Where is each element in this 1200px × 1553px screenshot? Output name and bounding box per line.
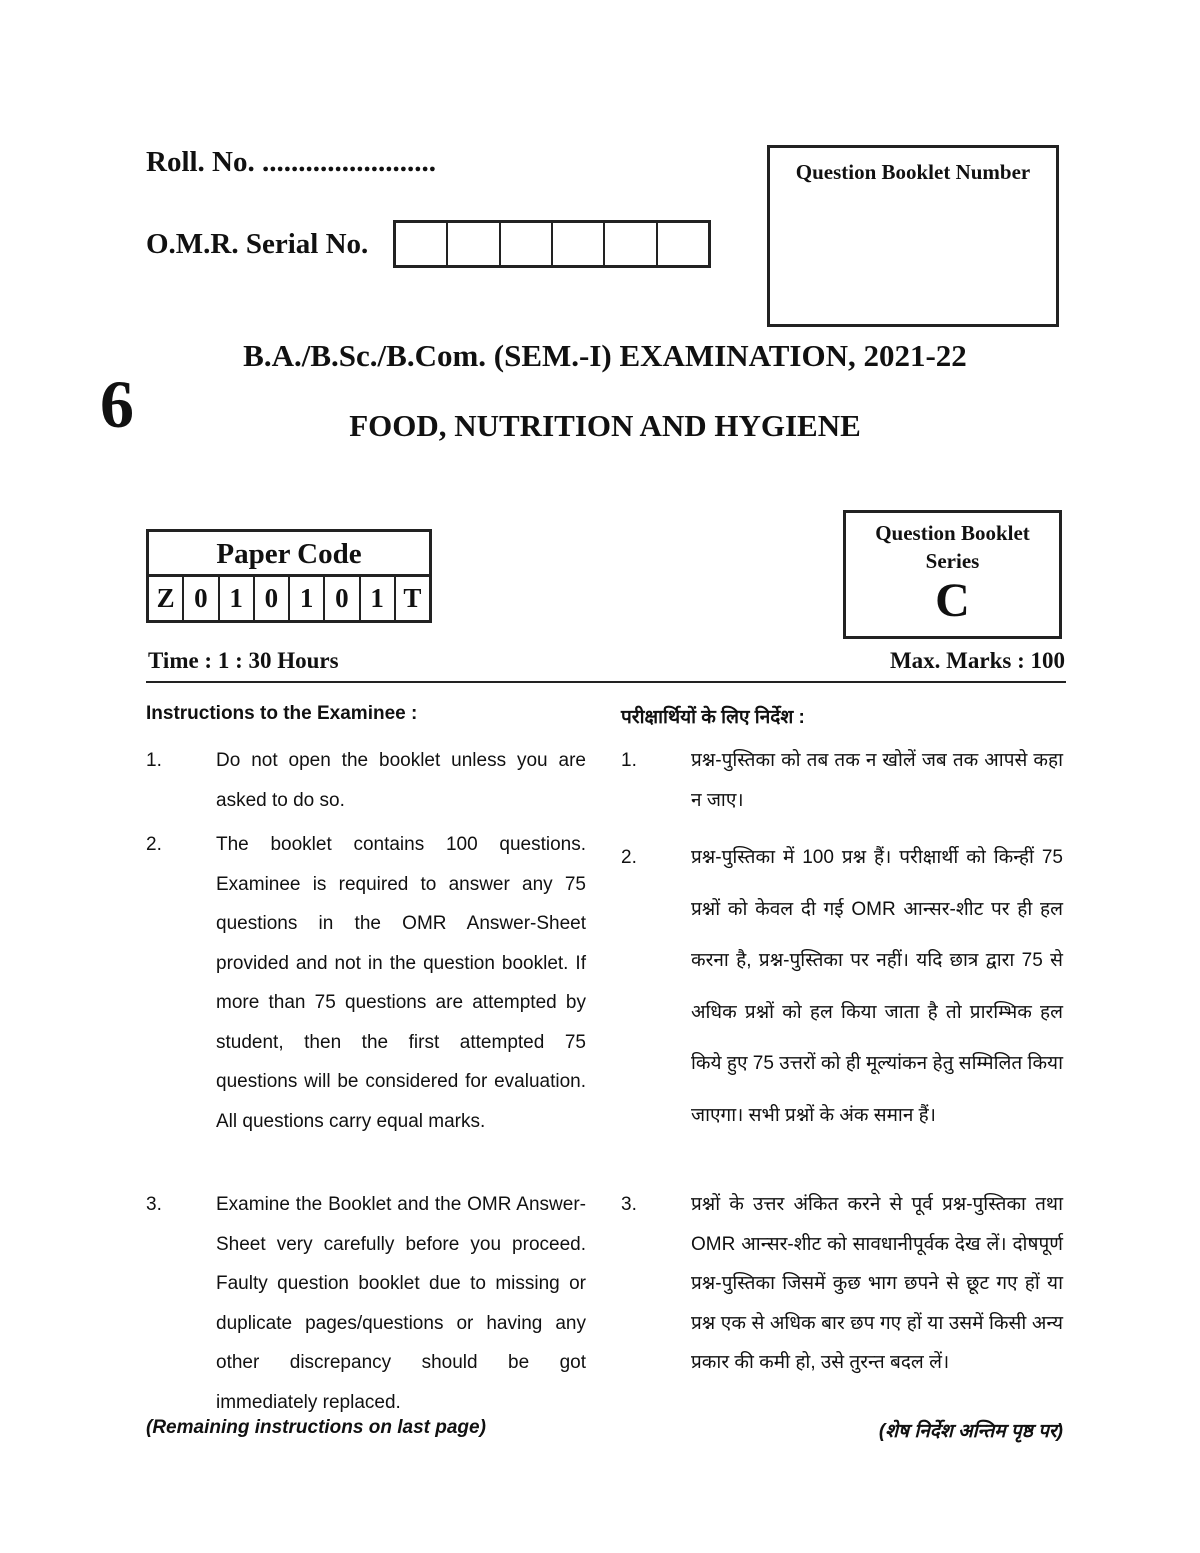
omr-serial-label: O.M.R. Serial No.	[146, 228, 369, 260]
omr-serial-box	[658, 223, 708, 265]
booklet-series-label: Question Booklet Series	[875, 521, 1030, 573]
instructions-heading-hi: परीक्षार्थियों के लिए निर्देश :	[621, 707, 805, 728]
booklet-series-box	[843, 510, 1062, 639]
paper-code-char: 1	[290, 577, 325, 620]
omr-serial-box	[448, 223, 500, 265]
instruction-item-en	[146, 741, 586, 821]
set-number: 6	[100, 366, 134, 442]
subject-title: FOOD, NUTRITION AND HYGIENE	[349, 408, 861, 443]
max-marks: Max. Marks : 100	[889, 648, 1065, 673]
instruction-text: प्रश्न-पुस्तिका को तब तक न खोलें जब तक आपसे कहा न जाए।	[691, 750, 1063, 811]
divider	[146, 681, 1066, 683]
remaining-instructions-note-hi: (शेष निर्देश अन्तिम पृष्ठ पर)	[878, 1421, 1063, 1442]
instruction-item-hi	[621, 1185, 1063, 1425]
instruction-text: Do not open the booklet unless you are asked to do so.	[216, 750, 586, 811]
instruction-number: 2.	[146, 834, 162, 855]
paper-code-label: Paper Code	[216, 538, 362, 570]
instructions-heading-en: Instructions to the Examinee :	[146, 703, 418, 724]
paper-code-char: 1	[361, 577, 396, 620]
booklet-number-box	[767, 145, 1059, 327]
omr-serial-box	[605, 223, 657, 265]
omr-serial-box	[501, 223, 553, 265]
time-allowed: Time : 1 : 30 Hours	[148, 648, 339, 673]
paper-code-char: T	[403, 583, 422, 613]
instruction-text: Examine the Booklet and the OMR Answer-Sheet very carefully before you proceed. Faulty question booklet due to missing or duplicate pages/questions or having any other discrepancy should be got immediately replaced.	[216, 1194, 586, 1413]
instruction-number: 3.	[621, 1194, 637, 1215]
paper-code-char: 0	[184, 577, 219, 620]
paper-code-char: 0	[255, 577, 290, 620]
paper-code-box	[146, 529, 432, 623]
instruction-number: 3.	[146, 1194, 162, 1215]
remaining-instructions-note-en: (Remaining instructions on last page)	[146, 1417, 486, 1438]
instruction-item-hi	[621, 832, 1063, 1162]
instruction-text: प्रश्न-पुस्तिका में 100 प्रश्न हैं। परीक्षार्थी को किन्हीं 75 प्रश्नों को केवल दी गई OMR आन्सर-शीट पर ही हल करना है, प्रश्न-पुस्तिका पर नहीं। यदि छात्र द्वारा 75 से अधिक प्रश्नों को हल किया जाता है तो प्रारम्भिक हल किये हुए 75 उत्तरों को ही मूल्यांकन हेतु सम्मिलित किया जाएगा। सभी प्रश्नों के अंक समान हैं।	[691, 847, 1063, 1126]
paper-code-char: Z	[149, 577, 184, 620]
instruction-number: 1.	[146, 750, 162, 771]
instruction-item-hi	[621, 741, 1063, 821]
instruction-text: The booklet contains 100 questions. Examinee is required to answer any 75 questions in the OMR Answer-Sheet provided and not in the question booklet. If more than 75 questions are attempted by student, then the first attempted 75 questions will be considered for evaluation. All questions carry equal marks.	[216, 834, 586, 1132]
paper-code-char: 0	[325, 577, 360, 620]
booklet-number-label: Question Booklet Number	[795, 160, 1031, 184]
instruction-number: 2.	[621, 847, 637, 868]
omr-serial-box	[396, 223, 448, 265]
instruction-text: प्रश्नों के उत्तर अंकित करने से पूर्व प्रश्न-पुस्तिका तथा OMR आन्सर-शीट को सावधानीपूर्वक देख लें। दोषपूर्ण प्रश्न-पुस्तिका जिसमें कुछ भाग छपने से छूट गए हों या प्रश्न एक से अधिक बार छप गए हों या उसमें किसी अन्य प्रकार की कमी हो, उसे तुरन्त बदल लें।	[691, 1194, 1063, 1373]
paper-code-chars	[149, 574, 429, 620]
omr-serial-box	[553, 223, 605, 265]
paper-code-char: 1	[220, 577, 255, 620]
instruction-number: 1.	[621, 750, 637, 771]
exam-title: B.A./B.Sc./B.Com. (SEM.-I) EXAMINATION, 2021-22	[243, 338, 967, 373]
booklet-series-letter: C	[935, 574, 970, 627]
omr-serial-boxes	[393, 220, 711, 268]
roll-number-field: Roll. No. ........................	[146, 146, 436, 178]
instruction-item-en	[146, 825, 586, 1181]
instruction-item-en	[146, 1185, 586, 1425]
